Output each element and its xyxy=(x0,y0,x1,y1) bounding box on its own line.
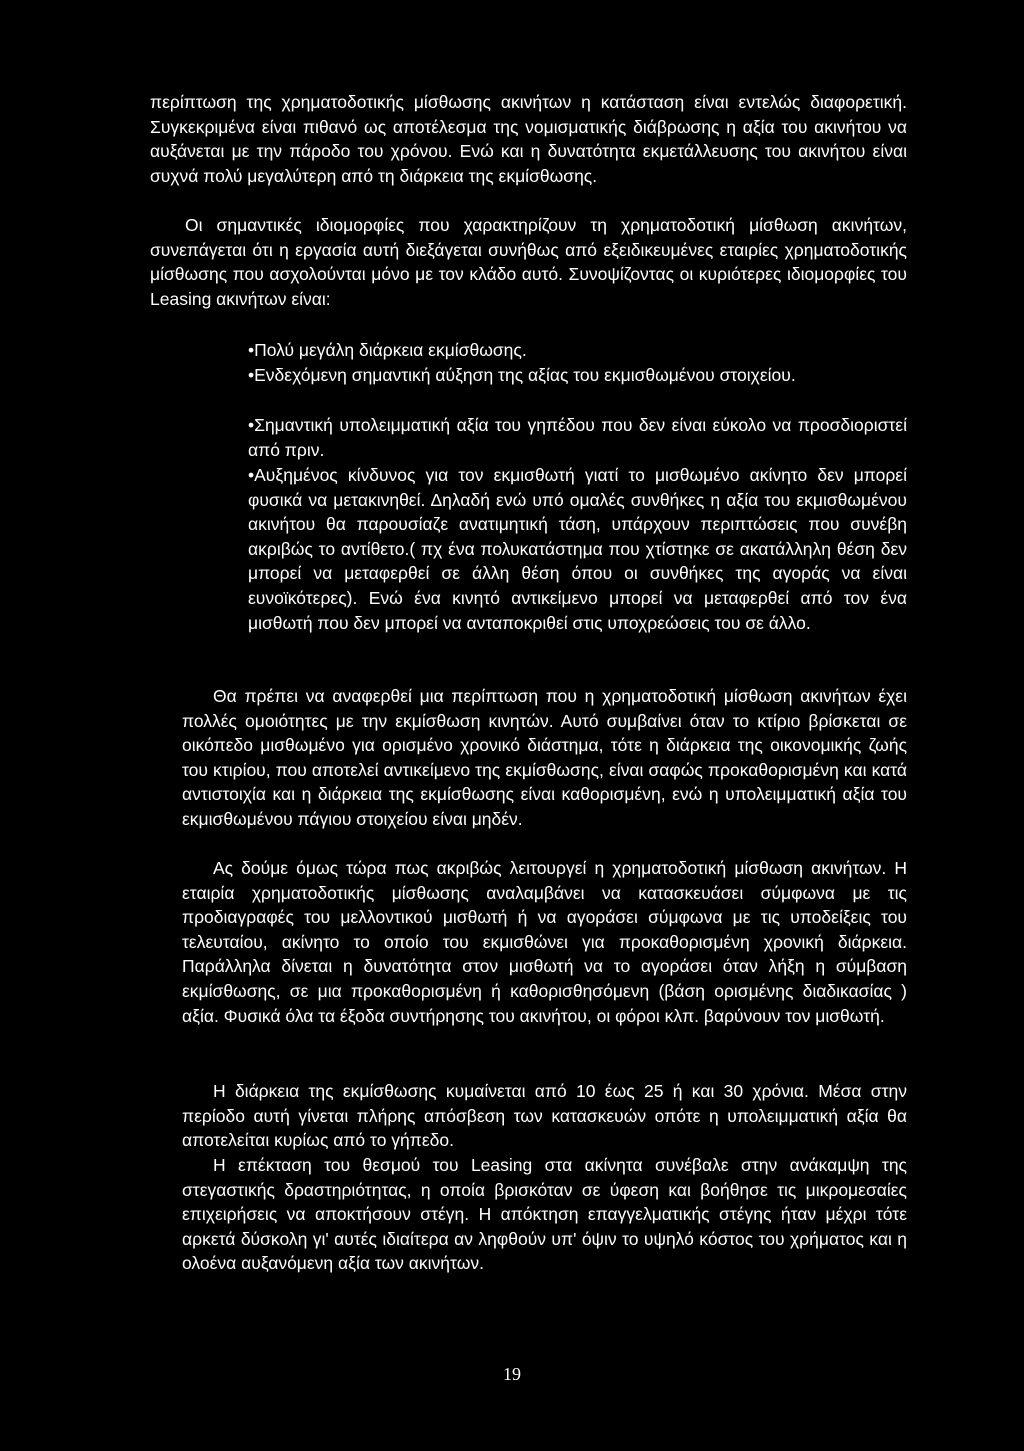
bullet-item-residual-value: •Σημαντική υπολειμματική αξία του γηπέδου που δεν είναι εύκολο να προσδιοριστεί από πριν. xyxy=(248,415,907,460)
paragraph-duration: Η διάρκεια της εκμίσθωσης κυμαίνεται από 10 έως 25 ή και 30 χρόνια. Μέσα στην περίοδο αυτή γίνεται πλήρης απόσβεση των κατασκευών οπότε η υπολειμματική αξία θα αποτελείται κυρίως από το γήπεδο. xyxy=(182,1081,907,1151)
bullet-item-value-increase: •Ενδεχόμενη σημαντική αύξηση της αξίας του εκμισθωμένου στοιχείου. xyxy=(248,365,796,385)
paragraph-expansion: Η επέκταση του θεσμού του Leasing στα ακίνητα συνέβαλε στην ανάκαμψη της στεγαστικής δραστηριότητας, η οποία βρισκόταν σε ύφεση και βοήθησε τις μικρομεσαίες επιχειρήσεις να αποκτήσουν στέγη. Η απόκτηση επαγγελματικής στέγης ήταν μέχρι τότε αρκετά δύσκολη γι' αυτές ιδιαίτερα αν ληφθούν υπ' όψιν το υψηλό κόστος του χρήματος και η ολοένα αυξανόμενη αξία των ακινήτων. xyxy=(182,1155,907,1274)
paragraph-how-it-works: Ας δούμε όμως τώρα πως ακριβώς λειτουργεί η χρηματοδοτική μίσθωση ακινήτων. Η εταιρία χρηματοδοτικής μίσθωσης αναλαμβάνει να κατασκευάσει σύμφωνα με τις προδιαγραφές του μελλοντικού μισθωτή ή να αγοράσει σύμφωνα με τις υποδείξεις του τελευταίου, ακίνητο το οποίο του εκμισθώνει για προκαθορισμένη χρονική διάρκεια. Παράλληλα δίνεται η δυνατότητα στον μισθωτή να το αγοράσει όταν λήξη η σύμβαση εκμίσθωσης, σε μια προκαθορισμένη ή καθορισθησόμενη (βάση ορισμένης διαδικασίας ) αξία. Φυσικά όλα τα έξοδα συντήρησης του ακινήτου, οι φόροι κλπ. βαρύνουν τον μισθωτή. xyxy=(182,858,907,1026)
paragraph-intro: περίπτωση της χρηματοδοτικής μίσθωσης ακινήτων η κατάσταση είναι εντελώς διαφορετική. Συγκεκριμένα είναι πιθανό ως αποτέλεσμα της νομισματικής διάβρωσης η αξία του ακινήτου να αυξάνεται με την πάροδο του χρόνου. Ενώ και η δυνατότητα εκμετάλλευσης του ακινήτου είναι συχνά πολύ μεγαλύτερη από τη διάρκεια της εκμίσθωσης. xyxy=(150,92,907,186)
bullet-item-lessor-risk: •Αυξημένος κίνδυνος για τον εκμισθωτή γιατί το μισθωμένο ακίνητο δεν μπορεί φυσικά να μετακινηθεί. Δηλαδή ενώ υπό ομαλές συνθήκες η αξία του εκμισθωμένου ακινήτου θα παρουσίαζε ανατιμητική τάση, υπάρχουν περιπτώσεις που συνέβη ακριβώς το αντίθετο.( πχ ένα πολυκατάστημα που χτίστηκε σε ακατάλληλη θέση δεν μπορεί να μεταφερθεί σε άλλη θέση όπου οι συνθήκες της αγοράς να είναι ευνοϊκότερες). Ενώ ένα κινητό αντικείμενο μπορεί να μεταφερθεί από τον ένα μισθωτή που δεν μπορεί να ανταποκριθεί στις υποχρεώσεις του σε άλλο. xyxy=(248,465,907,633)
paragraph-special-case: Θα πρέπει να αναφερθεί μια περίπτωση που η χρηματοδοτική μίσθωση ακινήτων έχει πολλές ομοιότητες με την εκμίσθωση κινητών. Αυτό συμβαίνει όταν το κτίριο βρίσκεται σε οικόπεδο μισθωμένο για ορισμένο χρονικό διάστημα, τότε η διάρκεια της οικονομικής ζωής του κτιρίου, που αποτελεί αντικείμενο της εκμίσθωσης, είναι σαφώς προκαθορισμένη και κατά αντιστοιχία και η διάρκεια της εκμίσθωσης είναι καθορισμένη, ενώ η υπολειμματική αξία του εκμισθωμένου πάγιου στοιχείου είναι μηδέν. xyxy=(182,686,907,829)
paragraph-characteristics: Οι σημαντικές ιδιομορφίες που χαρακτηρίζουν τη χρηματοδοτική μίσθωση ακινήτων, συνεπάγεται ότι η εργασία αυτή διεξάγεται συνήθως από εξειδικευμένες εταιρίες χρηματοδοτικής μίσθωσης που ασχολούνται μόνο με τον κλάδο αυτό. Συνοψίζοντας οι κυριότερες ιδιομορφίες του Leasing ακινήτων είναι: xyxy=(150,215,907,309)
page-number: 19 xyxy=(503,1364,521,1384)
bullet-item-duration: •Πολύ μεγάλη διάρκεια εκμίσθωσης. xyxy=(248,340,527,360)
